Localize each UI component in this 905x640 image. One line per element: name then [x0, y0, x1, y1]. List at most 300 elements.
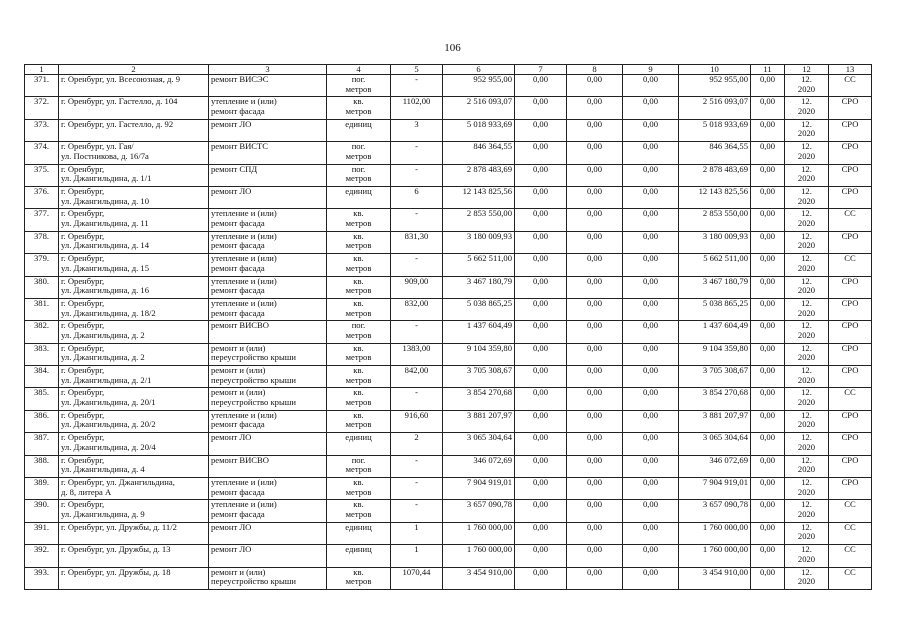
total-cost-cell: 3 467 180,79: [443, 276, 515, 298]
completion-term-cell-line: 12.: [801, 544, 812, 555]
work-type-cell-line: ремонт ЛО: [211, 432, 252, 443]
work-type-cell-line: утепление и (или): [211, 298, 277, 308]
column-header: 7: [515, 65, 567, 75]
cost-cell-9: 0,00: [623, 75, 679, 97]
row-number: 389.: [25, 478, 59, 500]
completion-term-cell-line: 2020: [797, 486, 816, 497]
completion-term-cell: [785, 97, 829, 119]
address-cell-line: ул. Джангильдина, д. 1/1: [61, 173, 152, 184]
row-number: 376.: [25, 186, 59, 208]
table-row: [25, 119, 872, 141]
unit-cell-line: единиц: [345, 432, 372, 443]
cost-cell-7: 0,00: [515, 455, 567, 477]
unit-cell: [327, 97, 391, 119]
cost-cell-8: 0,00: [567, 366, 623, 388]
cost-cell-9: 0,00: [623, 231, 679, 253]
table-row: [25, 97, 872, 119]
address-cell-line: г. Оренбург, ул. Дружбы, д. 11/2: [61, 522, 177, 532]
quantity-cell: 1383,00: [391, 343, 443, 365]
quantity-cell: 832,00: [391, 298, 443, 320]
quantity-cell: -: [391, 75, 443, 97]
quantity-cell: 1102,00: [391, 97, 443, 119]
total-cost-cell: 5 018 933,69: [443, 119, 515, 141]
unit-cell-line: пог.: [351, 74, 366, 84]
cost-cell-11: 0,00: [751, 164, 785, 186]
cost-cell-7: 0,00: [515, 231, 567, 253]
address-cell-line: г. Оренбург,: [61, 186, 105, 196]
completion-term-cell: [785, 209, 829, 231]
completion-term-cell-line: 12.: [801, 141, 812, 152]
work-type-cell-line: ремонт ВИСТС: [211, 141, 269, 152]
table-row: [25, 366, 872, 388]
unit-cell: [327, 321, 391, 343]
unit-cell-line: кв.: [353, 96, 364, 107]
unit-cell-line: кв.: [353, 231, 364, 241]
unit-cell: [327, 231, 391, 253]
unit-cell-line: кв.: [353, 477, 364, 488]
work-type-cell-line: утепление и (или): [211, 410, 277, 420]
column-number-row: [25, 65, 872, 75]
completion-term-cell-line: 12.: [801, 298, 812, 308]
unit-cell: [327, 209, 391, 231]
unit-cell-line: метров: [345, 150, 372, 161]
fund-method-cell: СРО: [829, 410, 872, 432]
fund-method-cell: СРО: [829, 276, 872, 298]
address-cell-line: г. Оренбург,: [61, 276, 105, 286]
unit-cell-line: метров: [345, 352, 372, 363]
completion-term-cell: [785, 119, 829, 141]
cost-cell-11: 0,00: [751, 119, 785, 141]
cost-cell-10: 3 657 090,78: [679, 500, 751, 522]
work-type-cell-line: утепление и (или): [211, 477, 277, 488]
unit-cell: [327, 186, 391, 208]
row-number: 387.: [25, 433, 59, 455]
address-cell: [59, 164, 209, 186]
completion-term-cell: [785, 388, 829, 410]
cost-cell-11: 0,00: [751, 298, 785, 320]
work-type-cell-line: ремонт фасада: [211, 105, 265, 116]
total-cost-cell: 5 662 511,00: [443, 254, 515, 276]
row-number: 377.: [25, 209, 59, 231]
unit-cell: [327, 545, 391, 567]
address-cell: [59, 545, 209, 567]
address-cell-line: ул. Джангильдина, д. 18/2: [61, 307, 156, 318]
total-cost-cell: 346 072,69: [443, 455, 515, 477]
completion-term-cell: [785, 455, 829, 477]
work-type-cell-line: утепление и (или): [211, 231, 277, 241]
cost-cell-7: 0,00: [515, 567, 567, 589]
unit-cell-line: единиц: [345, 119, 372, 129]
completion-term-cell: [785, 410, 829, 432]
table-row: [25, 500, 872, 522]
cost-cell-9: 0,00: [623, 388, 679, 410]
unit-cell-line: кв.: [353, 276, 364, 286]
unit-cell-line: метров: [345, 173, 372, 184]
table-row: [25, 478, 872, 500]
cost-cell-10: 1 760 000,00: [679, 522, 751, 544]
quantity-cell: -: [391, 164, 443, 186]
row-number: 392.: [25, 545, 59, 567]
address-cell-line: д. 8, литера А: [61, 486, 112, 497]
completion-term-cell-line: 12.: [801, 74, 812, 84]
fund-method-cell: СРО: [829, 366, 872, 388]
fund-method-cell: СРО: [829, 478, 872, 500]
unit-cell-line: кв.: [353, 343, 364, 353]
cost-cell-10: 3 705 308,67: [679, 366, 751, 388]
fund-method-cell: СС: [829, 388, 872, 410]
address-cell: [59, 567, 209, 589]
table-row: [25, 522, 872, 544]
fund-method-cell: СРО: [829, 321, 872, 343]
completion-term-cell-line: 2020: [797, 173, 816, 184]
table-row: [25, 142, 872, 164]
address-cell-line: ул. Джангильдина, д. 2: [61, 329, 145, 340]
completion-term-cell-line: 12.: [801, 320, 812, 331]
work-type-cell-line: ремонт фасада: [211, 419, 265, 430]
unit-cell: [327, 478, 391, 500]
table-row: [25, 321, 872, 343]
quantity-cell: -: [391, 142, 443, 164]
unit-cell-line: кв.: [353, 410, 364, 420]
quantity-cell: -: [391, 254, 443, 276]
cost-cell-7: 0,00: [515, 500, 567, 522]
table-row: [25, 455, 872, 477]
address-cell: [59, 75, 209, 97]
total-cost-cell: 3 657 090,78: [443, 500, 515, 522]
row-number: 374.: [25, 142, 59, 164]
quantity-cell: 1: [391, 522, 443, 544]
address-cell-line: г. Оренбург,: [61, 387, 105, 398]
cost-cell-7: 0,00: [515, 478, 567, 500]
address-cell-line: ул. Джангильдина, д. 15: [61, 262, 149, 273]
cost-cell-10: 3 854 270,68: [679, 388, 751, 410]
address-cell-line: ул. Джангильдина, д. 14: [61, 240, 149, 251]
column-header: 10: [679, 65, 751, 75]
completion-term-cell: [785, 522, 829, 544]
work-type-cell-line: ремонт фасада: [211, 285, 265, 296]
cost-cell-11: 0,00: [751, 388, 785, 410]
unit-cell: [327, 119, 391, 141]
cost-cell-7: 0,00: [515, 343, 567, 365]
row-number: 386.: [25, 410, 59, 432]
address-cell-line: ул. Джангильдина, д. 11: [61, 217, 149, 228]
cost-cell-7: 0,00: [515, 119, 567, 141]
completion-term-cell-line: 12.: [801, 276, 812, 286]
cost-cell-8: 0,00: [567, 142, 623, 164]
unit-cell-line: метров: [345, 419, 372, 430]
completion-term-cell-line: 2020: [797, 262, 816, 273]
cost-cell-11: 0,00: [751, 343, 785, 365]
table-row: [25, 231, 872, 253]
work-type-cell-line: переустройство крыши: [211, 576, 296, 587]
work-type-cell: [209, 388, 327, 410]
unit-cell: [327, 366, 391, 388]
unit-cell-line: пог.: [351, 164, 366, 174]
completion-term-cell-line: 12.: [801, 186, 812, 196]
column-header: 11: [751, 65, 785, 75]
cost-cell-7: 0,00: [515, 209, 567, 231]
address-cell-line: г. Оренбург,: [61, 164, 105, 174]
unit-cell-line: кв.: [353, 387, 364, 398]
quantity-cell: -: [391, 455, 443, 477]
address-cell-line: г. Оренбург, ул. Гастелло, д. 92: [61, 119, 174, 129]
completion-term-cell-line: 2020: [797, 128, 816, 139]
unit-cell-line: кв.: [353, 567, 364, 577]
completion-term-cell-line: 2020: [797, 352, 816, 363]
fund-method-cell: СРО: [829, 343, 872, 365]
address-cell-line: г. Оренбург, ул. Дружбы, д. 18: [61, 567, 171, 577]
address-cell-line: г. Оренбург,: [61, 343, 105, 353]
cost-cell-10: 3 454 910,00: [679, 567, 751, 589]
unit-cell-line: единиц: [345, 186, 372, 196]
unit-cell-line: метров: [345, 217, 372, 228]
unit-cell: [327, 254, 391, 276]
unit-cell-line: пог.: [351, 141, 366, 152]
cost-cell-11: 0,00: [751, 500, 785, 522]
fund-method-cell: СС: [829, 254, 872, 276]
total-cost-cell: 3 065 304,64: [443, 433, 515, 455]
completion-term-cell: [785, 433, 829, 455]
row-number: 384.: [25, 366, 59, 388]
table-row: [25, 545, 872, 567]
cost-cell-10: 5 018 933,69: [679, 119, 751, 141]
work-type-cell-line: ремонт фасада: [211, 307, 265, 318]
cost-cell-8: 0,00: [567, 410, 623, 432]
cost-cell-10: 12 143 825,56: [679, 186, 751, 208]
unit-cell-line: метров: [345, 509, 372, 520]
cost-cell-10: 3 881 207,97: [679, 410, 751, 432]
work-type-cell-line: ремонт и (или): [211, 567, 266, 577]
completion-term-cell-line: 2020: [797, 217, 816, 228]
cost-cell-9: 0,00: [623, 298, 679, 320]
address-cell-line: г. Оренбург,: [61, 455, 105, 465]
quantity-cell: -: [391, 500, 443, 522]
cost-cell-7: 0,00: [515, 276, 567, 298]
cost-cell-11: 0,00: [751, 254, 785, 276]
table-row: [25, 433, 872, 455]
quantity-cell: 1: [391, 545, 443, 567]
address-cell: [59, 500, 209, 522]
cost-cell-11: 0,00: [751, 366, 785, 388]
address-cell-line: г. Оренбург,: [61, 432, 105, 443]
fund-method-cell: СРО: [829, 119, 872, 141]
cost-cell-9: 0,00: [623, 343, 679, 365]
completion-term-cell: [785, 298, 829, 320]
completion-term-cell-line: 2020: [797, 105, 816, 116]
total-cost-cell: 2 853 550,00: [443, 209, 515, 231]
work-type-cell-line: ремонт ЛО: [211, 119, 252, 129]
work-type-cell-line: ремонт фасада: [211, 217, 265, 228]
total-cost-cell: 12 143 825,56: [443, 186, 515, 208]
cost-cell-9: 0,00: [623, 366, 679, 388]
completion-term-cell-line: 2020: [797, 553, 816, 564]
cost-cell-8: 0,00: [567, 500, 623, 522]
work-type-cell: [209, 410, 327, 432]
total-cost-cell: 952 955,00: [443, 75, 515, 97]
address-cell: [59, 321, 209, 343]
column-header: 12: [785, 65, 829, 75]
address-cell-line: г. Оренбург, ул. Всесоюзная, д. 9: [61, 74, 180, 84]
address-cell-line: г. Оренбург,: [61, 231, 105, 241]
cost-cell-11: 0,00: [751, 545, 785, 567]
cost-cell-8: 0,00: [567, 522, 623, 544]
fund-method-cell: СС: [829, 75, 872, 97]
completion-term-cell: [785, 231, 829, 253]
address-cell: [59, 186, 209, 208]
address-cell-line: г. Оренбург, ул. Гастелло, д. 104: [61, 96, 178, 107]
cost-cell-10: 3 467 180,79: [679, 276, 751, 298]
page-number: 106: [444, 42, 461, 54]
work-type-cell-line: ремонт ВИСВО: [211, 320, 269, 331]
column-header: 3: [209, 65, 327, 75]
cost-cell-10: 5 038 865,25: [679, 298, 751, 320]
completion-term-cell: [785, 254, 829, 276]
completion-term-cell-line: 2020: [797, 397, 816, 408]
cost-cell-7: 0,00: [515, 522, 567, 544]
cost-cell-11: 0,00: [751, 410, 785, 432]
work-type-cell: [209, 545, 327, 567]
row-number: 388.: [25, 455, 59, 477]
completion-term-cell-line: 2020: [797, 83, 816, 94]
fund-method-cell: СРО: [829, 186, 872, 208]
work-type-cell: [209, 209, 327, 231]
cost-cell-8: 0,00: [567, 567, 623, 589]
unit-cell-line: кв.: [353, 499, 364, 510]
address-cell: [59, 522, 209, 544]
work-type-cell: [209, 298, 327, 320]
row-number: 379.: [25, 254, 59, 276]
column-header: 13: [829, 65, 872, 75]
row-number: 381.: [25, 298, 59, 320]
cost-cell-8: 0,00: [567, 276, 623, 298]
address-cell: [59, 410, 209, 432]
unit-cell-line: метров: [345, 329, 372, 340]
total-cost-cell: 1 760 000,00: [443, 522, 515, 544]
fund-method-cell: СРО: [829, 97, 872, 119]
work-type-cell-line: переустройство крыши: [211, 374, 296, 385]
cost-cell-9: 0,00: [623, 186, 679, 208]
table-row: [25, 164, 872, 186]
address-cell-line: г. Оренбург,: [61, 365, 105, 376]
cost-cell-10: 9 104 359,80: [679, 343, 751, 365]
total-cost-cell: 3 180 009,93: [443, 231, 515, 253]
cost-cell-9: 0,00: [623, 276, 679, 298]
row-number: 373.: [25, 119, 59, 141]
address-cell: [59, 142, 209, 164]
address-cell: [59, 209, 209, 231]
unit-cell-line: метров: [345, 285, 372, 296]
cost-cell-10: 3 180 009,93: [679, 231, 751, 253]
quantity-cell: -: [391, 388, 443, 410]
address-cell: [59, 388, 209, 410]
column-header: 4: [327, 65, 391, 75]
fund-method-cell: СС: [829, 209, 872, 231]
work-type-cell: [209, 478, 327, 500]
address-cell-line: г. Оренбург,: [61, 298, 105, 308]
work-type-cell-line: ремонт ЛО: [211, 186, 252, 196]
unit-cell-line: пог.: [351, 455, 366, 465]
fund-method-cell: СС: [829, 500, 872, 522]
unit-cell-line: метров: [345, 307, 372, 318]
cost-cell-9: 0,00: [623, 119, 679, 141]
quantity-cell: 3: [391, 119, 443, 141]
work-type-cell: [209, 186, 327, 208]
work-type-cell-line: ремонт СПД: [211, 164, 258, 174]
cost-cell-8: 0,00: [567, 209, 623, 231]
cost-cell-9: 0,00: [623, 209, 679, 231]
cost-cell-8: 0,00: [567, 231, 623, 253]
cost-cell-8: 0,00: [567, 455, 623, 477]
completion-term-cell-line: 12.: [801, 522, 812, 532]
work-type-cell-line: утепление и (или): [211, 499, 277, 510]
address-cell-line: ул. Джангильдина, д. 10: [61, 195, 149, 206]
row-number: 390.: [25, 500, 59, 522]
total-cost-cell: 2 878 483,69: [443, 164, 515, 186]
cost-cell-11: 0,00: [751, 186, 785, 208]
row-number: 380.: [25, 276, 59, 298]
completion-term-cell: [785, 164, 829, 186]
cost-cell-7: 0,00: [515, 97, 567, 119]
address-cell-line: г. Оренбург, ул. Джангильдина,: [61, 477, 175, 488]
cost-cell-9: 0,00: [623, 433, 679, 455]
row-number: 382.: [25, 321, 59, 343]
cost-cell-9: 0,00: [623, 545, 679, 567]
completion-term-cell: [785, 500, 829, 522]
completion-term-cell-line: 12.: [801, 253, 812, 264]
total-cost-cell: 5 038 865,25: [443, 298, 515, 320]
completion-term-cell-line: 2020: [797, 374, 816, 385]
work-type-cell-line: утепление и (или): [211, 276, 277, 286]
column-header: 2: [59, 65, 209, 75]
completion-term-cell-line: 2020: [797, 509, 816, 520]
cost-cell-11: 0,00: [751, 142, 785, 164]
address-cell: [59, 298, 209, 320]
work-type-cell: [209, 343, 327, 365]
work-type-cell-line: утепление и (или): [211, 96, 277, 107]
completion-term-cell-line: 12.: [801, 410, 812, 420]
work-type-cell-line: ремонт и (или): [211, 343, 266, 353]
table-row: [25, 254, 872, 276]
total-cost-cell: 1 760 000,00: [443, 545, 515, 567]
completion-term-cell-line: 2020: [797, 329, 816, 340]
completion-term-cell-line: 12.: [801, 164, 812, 174]
row-number: 385.: [25, 388, 59, 410]
address-cell-line: ул. Джангильдина, д. 20/2: [61, 419, 156, 430]
table-row: [25, 276, 872, 298]
column-header: 6: [443, 65, 515, 75]
quantity-cell: -: [391, 321, 443, 343]
table-row: [25, 388, 872, 410]
cost-cell-7: 0,00: [515, 254, 567, 276]
address-cell-line: ул. Джангильдина, д. 2/1: [61, 374, 152, 385]
cost-cell-8: 0,00: [567, 75, 623, 97]
completion-term-cell-line: 2020: [797, 531, 816, 542]
unit-cell: [327, 388, 391, 410]
unit-cell: [327, 455, 391, 477]
quantity-cell: 1070,44: [391, 567, 443, 589]
quantity-cell: 831,30: [391, 231, 443, 253]
total-cost-cell: 1 437 604,49: [443, 321, 515, 343]
row-number: 372.: [25, 97, 59, 119]
completion-term-cell: [785, 75, 829, 97]
completion-term-cell-line: 2020: [797, 285, 816, 296]
unit-cell-line: кв.: [353, 298, 364, 308]
cost-cell-11: 0,00: [751, 231, 785, 253]
completion-term-cell-line: 2020: [797, 195, 816, 206]
work-type-cell: [209, 164, 327, 186]
address-cell-line: г. Оренбург,: [61, 499, 105, 510]
cost-cell-9: 0,00: [623, 97, 679, 119]
